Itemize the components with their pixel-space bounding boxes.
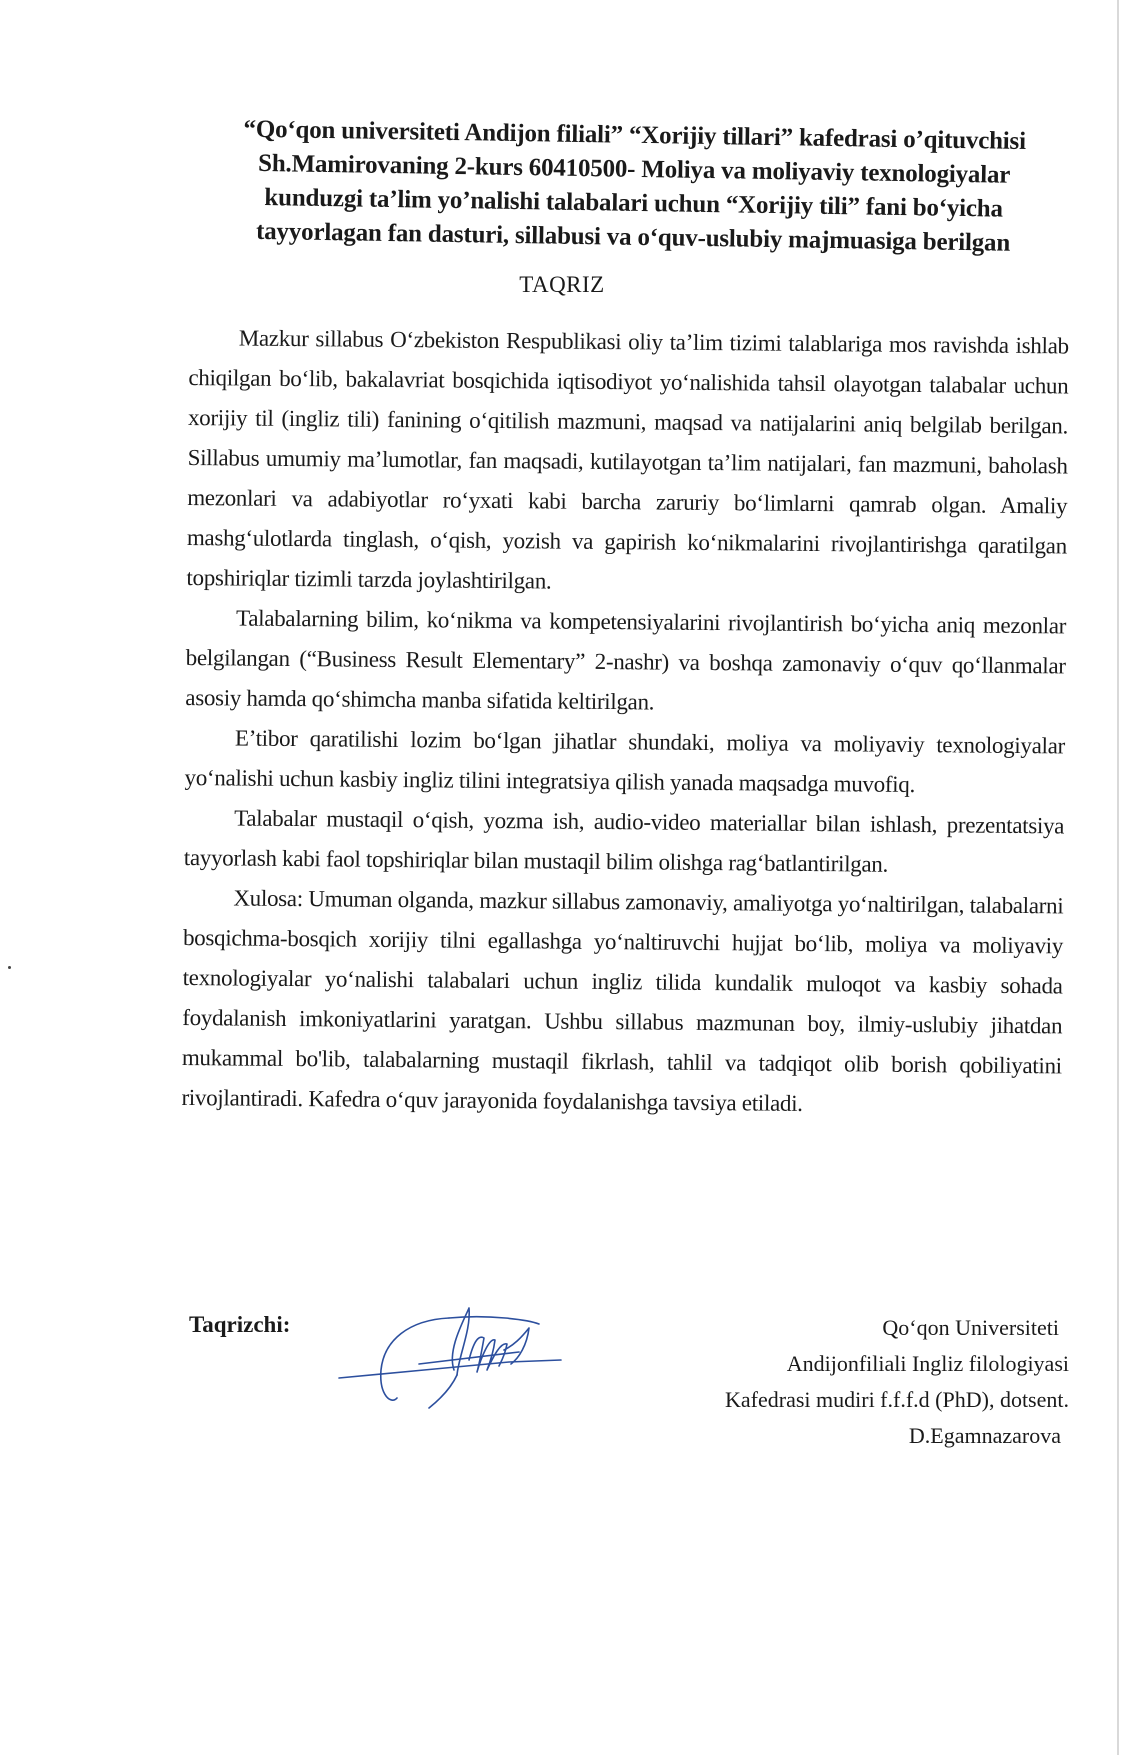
paragraph-criteria: Talabalarning bilim, ko‘nikma va kompetensiyalarini rivojlantirish bo‘yicha aniq mezonlar belgilangan (“Business Result Elementary” 2-nashr) va boshqa zamonaviy o‘quv qo‘llanmalar asosiy hamda qo‘shimcha manba sifatida keltirilgan. — [185, 605, 1067, 715]
header-line: Sh.Mamirovaning 2-kurs 60410500- Moliya va moliyaviy texnologiyalar — [257, 149, 1011, 189]
paragraph-remarks: E’tibor qaratilishi lozim bo‘lgan jihatlar shundaki, moliya va moliyaviy texnologiyalar yo‘nalishi uchun kasbiy ingliz tilini integratsiya qilish yanada maqsadga muvofiq. — [184, 725, 1066, 797]
affiliation-line: Kafedrasi mudiri f.f.f.d (PhD), dotsent. — [725, 1387, 1069, 1412]
paragraph-conclusion: Xulosa: Umuman olganda, mazkur sillabus zamonaviy, amaliyotga yo‘naltirilgan, talabalarni bosqichma-bosqich xorijiy tilni egallashga yo‘naltiruvchi hujjat bo‘lib, moliya va moliyaviy texnologiyalar yo‘nalishi talabalari uchun ingliz tilida kundalik muloqot va kasbiy sohada foydalanish imkoniyatlarini yaratgan. Ushbu sillabus mazmunan boy, ilmiy-uslubiy jihatdan mukammal bo'lib, talabalarning mustaqil fikrlash, tahlil va tadqiqot olib borish qobiliyatini rivojlantiradi. Kafedra o‘quv jarayonida foydalanishga tavsiya etiladi. — [181, 885, 1064, 1116]
paragraph-intro: Mazkur sillabus O‘zbekiston Respublikasi oliy ta’lim tizimi talablariga mos ravishda ishlab chiqilgan bo‘lib, bakalavriat bosqichida iqtisodiyot yo‘nalishida tahsil olayotgan talabalar uchun xorijiy til (ingliz tili) fanining o‘qitilish mazmuni, maqsad va natijalarini aniq belgilab berilgan. Sillabus umumiy ma’lumotlar, fan maqsadi, kutilayotgan ta’lim natijalari, fan mazmuni, baholash mezonlari va adabiyotlar ro‘yxati kabi barcha zaruriy bo‘limlarni qamrab olgan. Amaliy mashg‘ulotlarda tinglash, o‘qish, yozish va gapirish ko‘nikmalarini rivojlantirishga qaratilgan topshiriqlar tizimli tarzda joylashtirilgan. — [186, 325, 1069, 594]
handwritten-signature-icon — [329, 1300, 579, 1410]
header-line: tayyorlagan fan dasturi, sillabusi va o‘quv-uslubiy majmuasiga berilgan — [255, 217, 1011, 257]
affiliation-line: Andijonfiliali Ingliz filologiyasi — [786, 1351, 1069, 1376]
review-body — [181, 318, 1069, 1126]
document-header — [198, 112, 1070, 262]
header-line: kunduzgi ta’lim yo’nalishi talabalari uchun “Xorijiy tili” fani bo‘yicha — [264, 184, 1004, 223]
reviewer-affiliation — [725, 1310, 1069, 1454]
document-title: TAQRIZ — [519, 272, 605, 297]
paragraph-independent-study: Talabalar mustaqil o‘qish, yozma ish, audio-video materiallar bilan ishlash, prezentatsiya tayyorlash kabi faol topshiriqlar bilan mustaqil bilim olishga rag‘batlantirilgan. — [183, 805, 1065, 877]
affiliation-line: Qo‘qon Universiteti — [882, 1315, 1059, 1340]
header-line: “Qo‘qon universiteti Andijon filiali” “Xorijiy tillari” kafedrasi o’qituvchisi — [243, 115, 1027, 155]
signature-block — [189, 1300, 1069, 1500]
scan-speck — [8, 966, 11, 969]
reviewer-label: Taqrizchi: — [189, 1312, 291, 1337]
scan-page-edge — [1117, 0, 1119, 1755]
reviewer-name: D.Egamnazarova — [908, 1423, 1061, 1448]
